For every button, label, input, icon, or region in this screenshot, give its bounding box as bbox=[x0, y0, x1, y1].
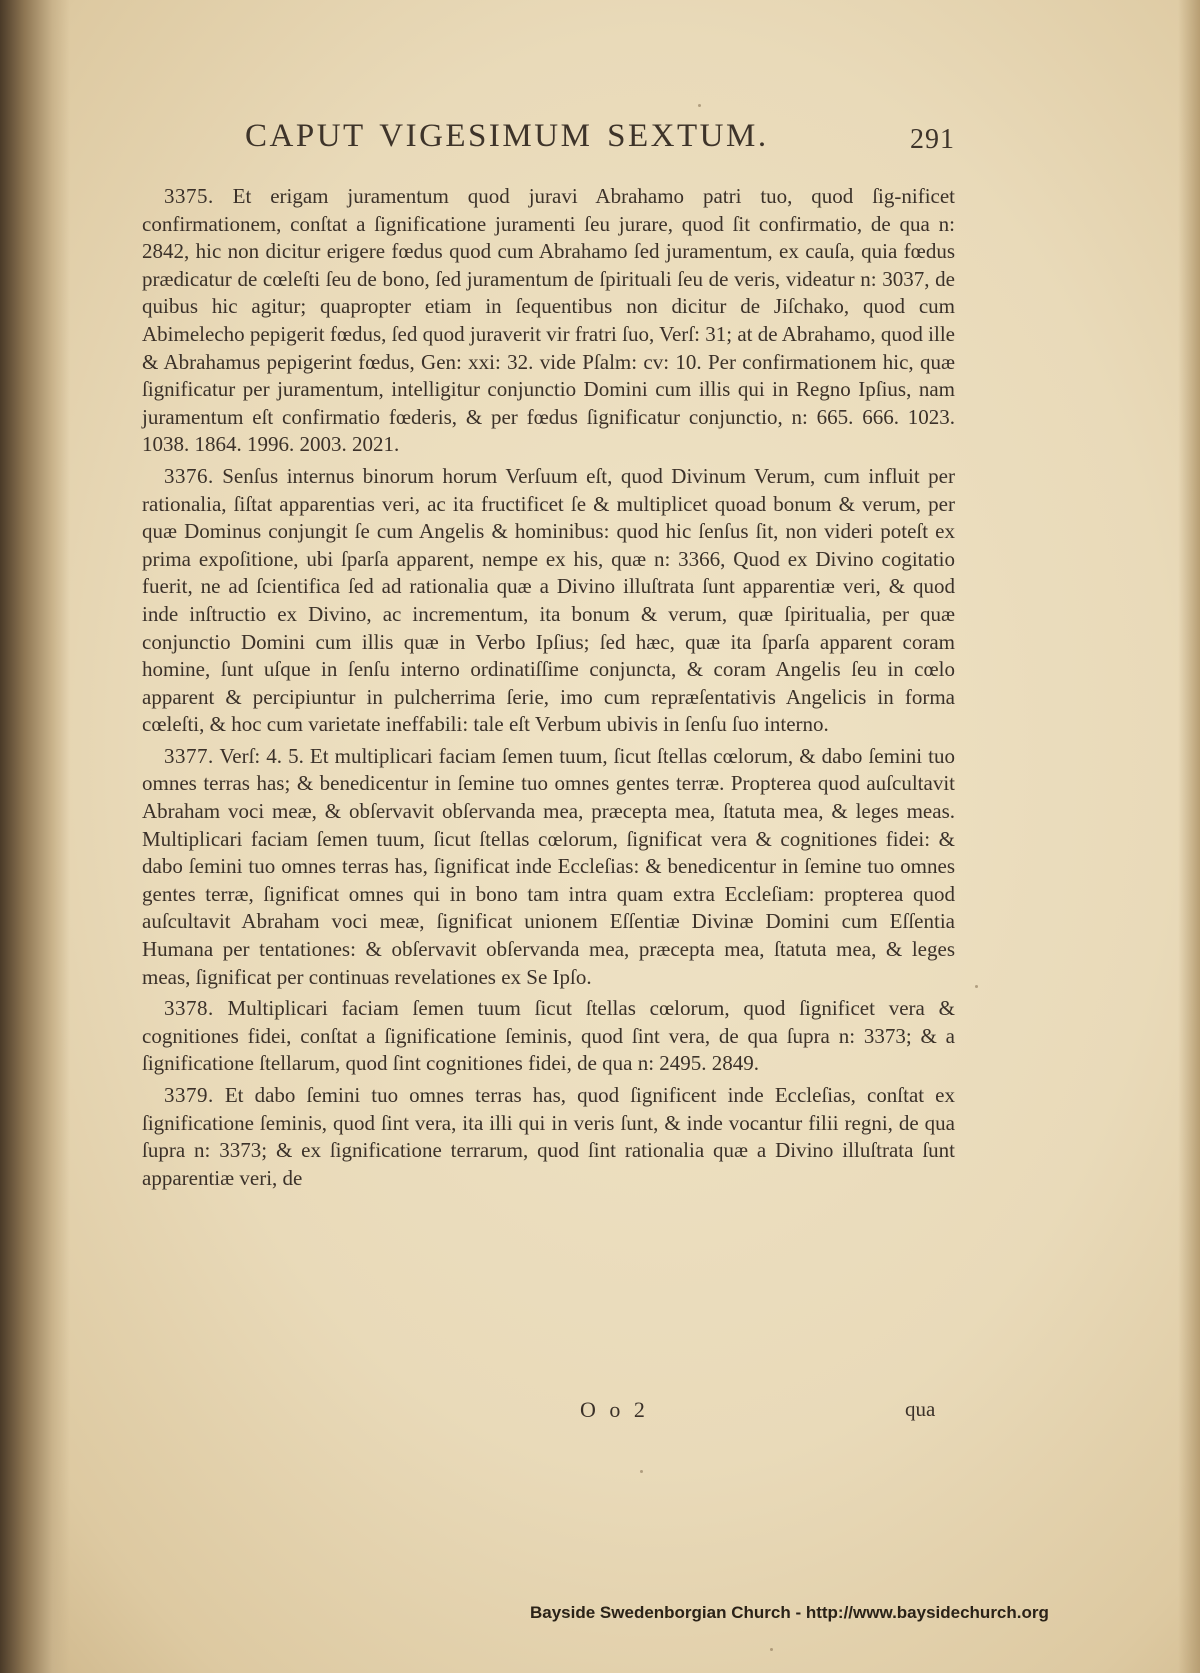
paper-speck bbox=[770, 1648, 773, 1651]
paper-speck bbox=[698, 104, 701, 107]
paragraph-3378 bbox=[142, 995, 955, 1078]
running-head: CAPUT VIGESIMUM SEXTUM. bbox=[245, 118, 769, 154]
paragraph-3377 bbox=[142, 743, 955, 991]
watermark-text: Bayside Swedenborgian Church - http://www.baysidechurch.org bbox=[530, 1603, 1049, 1622]
paragraph-text: Et erigam juramentum quod juravi Abrahamo patri tuo, quod ſig-nificet confirmationem, conſtat a ſignificatione juramenti ſeu jurare, quod ſit confirmatio, de qua n: 2842, hic non dicitur erigere fœdus quod cum Abrahamo ſed juramentum, ex cauſa, quia fœdus prædicatur de cœleſti ſeu de bono, ſed juramentum de ſpirituali ſeu de veris, videatur n: 3037, de quibus hic agitur; quapropter etiam in ſequentibus non dicitur de Jiſchako, quod cum Abimelecho pepigerit fœdus, ſed quod juraverit vir fratri ſuo, Verſ: 31; at de Abrahamo, quod ille & Abrahamus pepigerint fœdus, Gen: xxi: 32. vide Pſalm: cv: 10. Per confirmationem hic, quæ ſignificatur per juramentum, intelligitur conjunctio Domini cum illis qui in Regno Ipſius, nam juramentum eſt confirmatio fœderis, & per fœdus ſignificatur conjunctio, n: 665. 666. 1023. 1038. 1864. 1996. 2003. 2021. bbox=[142, 184, 956, 457]
paragraph-number: 3378. bbox=[164, 996, 214, 1021]
paragraph-3379 bbox=[142, 1082, 955, 1192]
paragraph-3375 bbox=[142, 183, 955, 459]
page-header bbox=[245, 118, 965, 168]
paragraph-text: Verſ: 4. 5. Et multiplicari faciam ſemen tuum, ſicut ſtellas cœlorum, & dabo ſemini tuo omnes terras has; & benedicentur in ſemine tuo omnes gentes terræ. Propterea quod auſcultavit Abraham voci meæ, & obſervavit obſervanda mea, præcepta mea, ſtatuta mea, & leges meas. Multiplicari faciam ſemen tuum, ſicut ſtellas cœlorum, ſignificat vera & cognitiones fidei: & dabo ſemini tuo omnes terras has, ſignificat inde Eccleſias: & benedicentur in ſemine tuo omnes gentes terræ, ſignificat omnes qui in bono tam intra quam extra Eccleſiam: propterea quod auſcultavit Abraham voci meæ, ſignificat unionem Eſſentiæ Divinæ Domini cum Eſſentia Humana per tentationes: & obſervavit obſervanda mea, præcepta mea, ſtatuta mea, & leges meas, ſignificat per continuas revelationes ex Se Ipſo. bbox=[142, 743, 956, 989]
paragraph-number: 3379. bbox=[164, 1083, 214, 1107]
signature-mark: O o 2 bbox=[580, 1397, 649, 1422]
page-number: 291 bbox=[910, 124, 955, 155]
paragraph-number: 3375. bbox=[164, 184, 214, 208]
paragraph-text: Et dabo ſemini tuo omnes terras has, quod ſignificent inde Eccleſias, conſtat ex ſignificatione ſeminis, quod ſint vera, ita illi qui in veris ſunt, & inde vocantur filii regni, de qua ſupra n: 3373; & ex ſignificatione terrarum, quod ſint rationalia quæ a Divino illuſtrata ſunt apparentiæ veri, de bbox=[142, 1083, 955, 1190]
body-text bbox=[142, 183, 955, 1196]
page-edge-shading bbox=[1178, 0, 1200, 1673]
paragraph-text: Multiplicari faciam ſemen tuum ſicut ſtellas cœlorum, quod ſignificet vera & cognitiones fidei, conſtat a ſignificatione ſeminis, quod ſint vera, de qua ſupra n: 3373; & a ſignificatione ſtellarum, quod ſint cognitiones fidei, de qua n: 2495. 2849. bbox=[142, 996, 955, 1076]
paragraph-3376 bbox=[142, 463, 955, 739]
paper-speck bbox=[640, 1470, 643, 1473]
paragraph-number: 3377. bbox=[164, 743, 214, 768]
paragraph-text: Senſus internus binorum horum Verſuum eſt, quod Divinum Verum, cum influit per rationalia, ſiſtat apparentias veri, ac ita fructificet ſe & multiplicet quoad bonum & verum, per quæ Dominus conjungit ſe cum Angelis & hominibus: quod hic ſenſus ſit, non videri poteſt ex prima expoſitione, ubi ſparſa apparent, nempe ex his, quæ n: 3366, Quod ex Divino cogitatio fuerit, ne ad ſcientifica ſed ad rationalia quæ a Divino illuſtrata ſunt apparentiæ veri, & quod inde inſtructio ex Divino, ac incrementum, ita bonum & verum, quæ ſpiritualia, per quæ conjunctio Domini cum illis quæ in Verbo Ipſius; ſed hæc, quæ ita ſparſa apparent coram homine, ſunt uſque in ſenſu interno ordinatiſſime conjuncta, & coram Angelis ſeu in cœlo apparent & percipiuntur in pulcherrima ſerie, imo cum repræſentativis Angelicis in forma cœleſti, & hoc cum varietate ineffabili: tale eſt Verbum ubivis in ſenſu ſuo interno. bbox=[142, 463, 955, 737]
paper-speck bbox=[975, 985, 978, 988]
binding-gutter-shadow bbox=[0, 0, 70, 1673]
catchword: qua bbox=[905, 1397, 936, 1421]
paragraph-number: 3376. bbox=[164, 463, 214, 488]
